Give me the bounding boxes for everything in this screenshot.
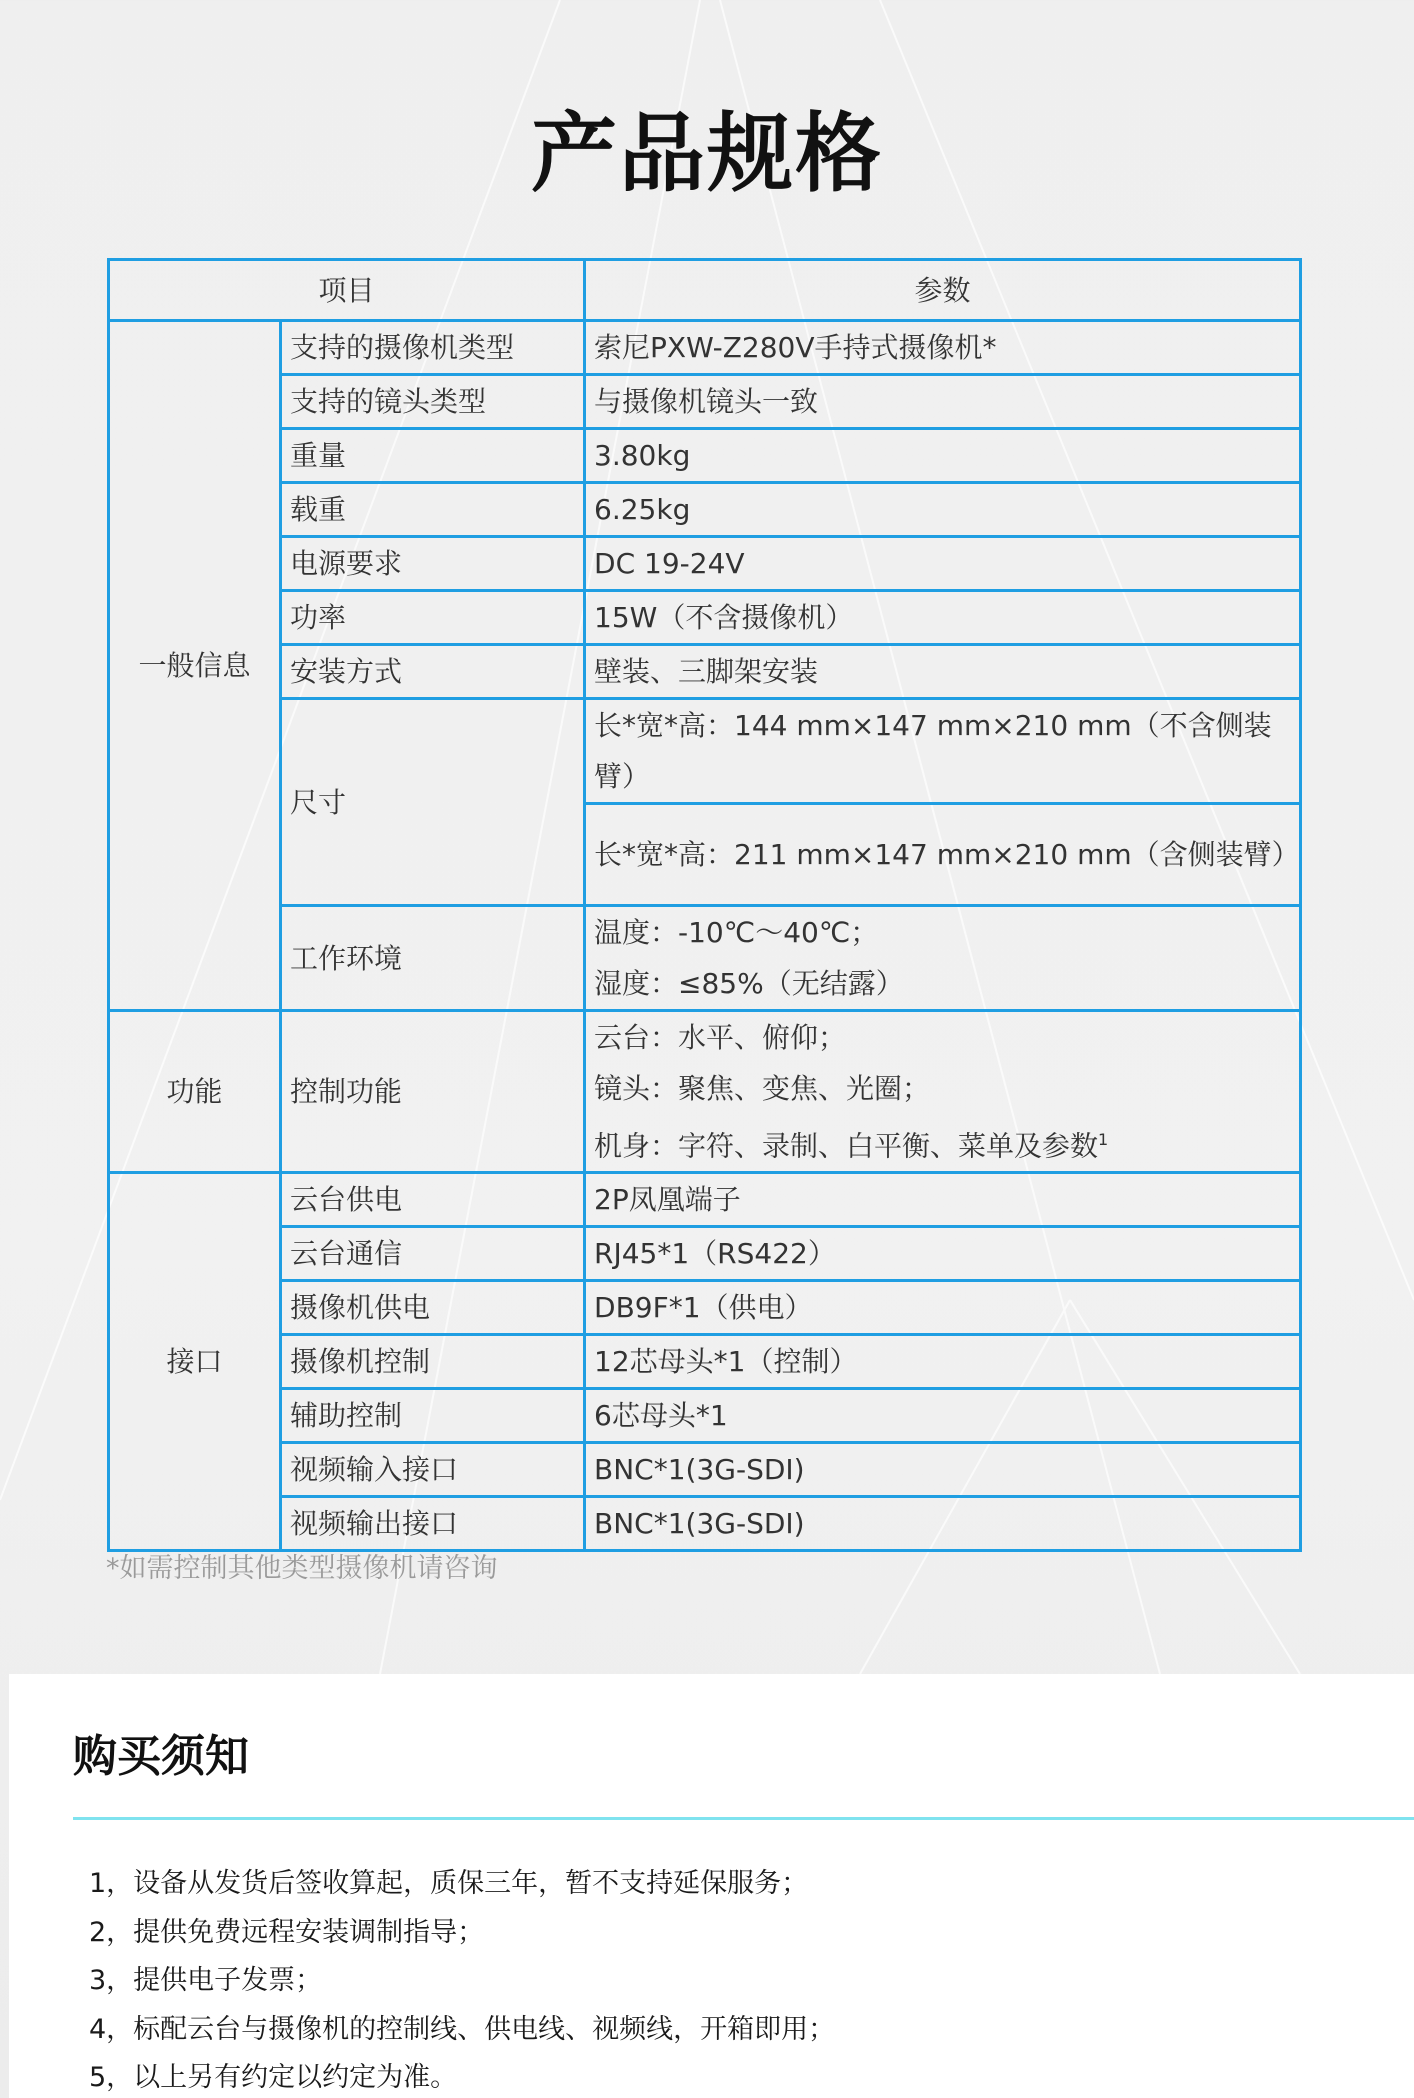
value-cell: 索尼PXW-Z280V手持式摄像机*: [585, 321, 1301, 375]
page-title: 产品规格: [531, 104, 883, 204]
value-cell: 15W（不含摄像机）: [585, 591, 1301, 645]
list-item: 1，设备从发货后签收算起，质保三年，暂不支持延保服务；: [89, 1868, 809, 1899]
value-cell: 与摄像机镜头一致: [585, 375, 1301, 429]
value-cell: DC 19-24V: [585, 537, 1301, 591]
group-label: 接口: [109, 1173, 281, 1551]
group-label: 一般信息: [109, 321, 281, 1011]
table-row: [109, 699, 1301, 804]
item-cell: 支持的镜头类型: [281, 375, 585, 429]
table-row: [109, 1173, 1301, 1227]
value-cell: 6芯母头*1: [585, 1389, 1301, 1443]
table-row: [109, 1281, 1301, 1335]
item-cell: 重量: [281, 429, 585, 483]
table-row: [109, 906, 1301, 1011]
table-row: [109, 1335, 1301, 1389]
table-row: [109, 1227, 1301, 1281]
purchase-notice-panel: [9, 1674, 1414, 2098]
value-cell: 长*宽*高：144 mm×147 mm×210 mm（不含侧装臂）: [585, 699, 1301, 804]
value-line: 湿度：≤85%（无结露）: [594, 967, 904, 1000]
purchase-notice-title: 购买须知: [73, 1731, 249, 1782]
value-line: 镜头：聚焦、变焦、光圈；: [594, 1072, 931, 1105]
list-item: 5，以上另有约定以约定为准。: [89, 2062, 458, 2093]
item-cell: 云台通信: [281, 1227, 585, 1281]
footnote-mark: 1: [1098, 1130, 1109, 1149]
value-cell: RJ45*1（RS422）: [585, 1227, 1301, 1281]
value-line: 云台：水平、俯仰；: [594, 1021, 847, 1054]
list-item: 4，标配云台与摄像机的控制线、供电线、视频线，开箱即用；: [89, 2013, 836, 2045]
table-row: [109, 537, 1301, 591]
item-cell: 电源要求: [281, 537, 585, 591]
table-row: [109, 321, 1301, 375]
value-cell: 2P凤凰端子: [585, 1173, 1301, 1227]
table-row: [109, 591, 1301, 645]
item-cell: 支持的摄像机类型: [281, 321, 585, 375]
value-cell: 壁装、三脚架安装: [585, 645, 1301, 699]
item-cell: 尺寸: [281, 699, 585, 906]
value-cell: BNC*1(3G-SDI): [585, 1497, 1301, 1551]
item-cell: 摄像机控制: [281, 1335, 585, 1389]
value-cell: [585, 1011, 1301, 1173]
item-cell: 载重: [281, 483, 585, 537]
item-cell: 功率: [281, 591, 585, 645]
value-cell: 长*宽*高：211 mm×147 mm×210 mm（含侧装臂）: [585, 804, 1301, 906]
value-line: 机身：字符、录制、白平衡、菜单及参数$^1$: [594, 1129, 1109, 1163]
header-item: 项目: [109, 260, 585, 321]
item-cell: 视频输出接口: [281, 1497, 585, 1551]
table-row: [109, 645, 1301, 699]
value-line: 温度：-10℃～40℃；: [594, 916, 879, 949]
group-label: 功能: [109, 1011, 281, 1173]
item-cell: 控制功能: [281, 1011, 585, 1173]
list-item: 3，提供电子发票；: [89, 1965, 323, 1996]
divider: [73, 1817, 1414, 1820]
item-cell: 摄像机供电: [281, 1281, 585, 1335]
item-cell: 视频输入接口: [281, 1443, 585, 1497]
table-row: [109, 1443, 1301, 1497]
table-row: [109, 1011, 1301, 1173]
table-row: [109, 483, 1301, 537]
value-cell: BNC*1(3G-SDI): [585, 1443, 1301, 1497]
spec-table: [107, 258, 1302, 1552]
value-cell: [585, 906, 1301, 1011]
table-header-row: [109, 260, 1301, 321]
value-cell: 3.80kg: [585, 429, 1301, 483]
value-cell: 12芯母头*1（控制）: [585, 1335, 1301, 1389]
value-cell: DB9F*1（供电）: [585, 1281, 1301, 1335]
item-cell: 云台供电: [281, 1173, 585, 1227]
footnote-text: *如需控制其他类型摄像机请咨询: [106, 1553, 498, 1584]
table-row: [109, 1389, 1301, 1443]
list-item: 2，提供免费远程安装调制指导；: [89, 1916, 485, 1948]
table-row: [109, 1497, 1301, 1551]
header-value: 参数: [585, 260, 1301, 321]
table-row: [109, 429, 1301, 483]
item-cell: 工作环境: [281, 906, 585, 1011]
item-cell: 安装方式: [281, 645, 585, 699]
value-cell: 6.25kg: [585, 483, 1301, 537]
item-cell: 辅助控制: [281, 1389, 585, 1443]
purchase-notice-list: [89, 1860, 835, 2098]
table-row: [109, 375, 1301, 429]
